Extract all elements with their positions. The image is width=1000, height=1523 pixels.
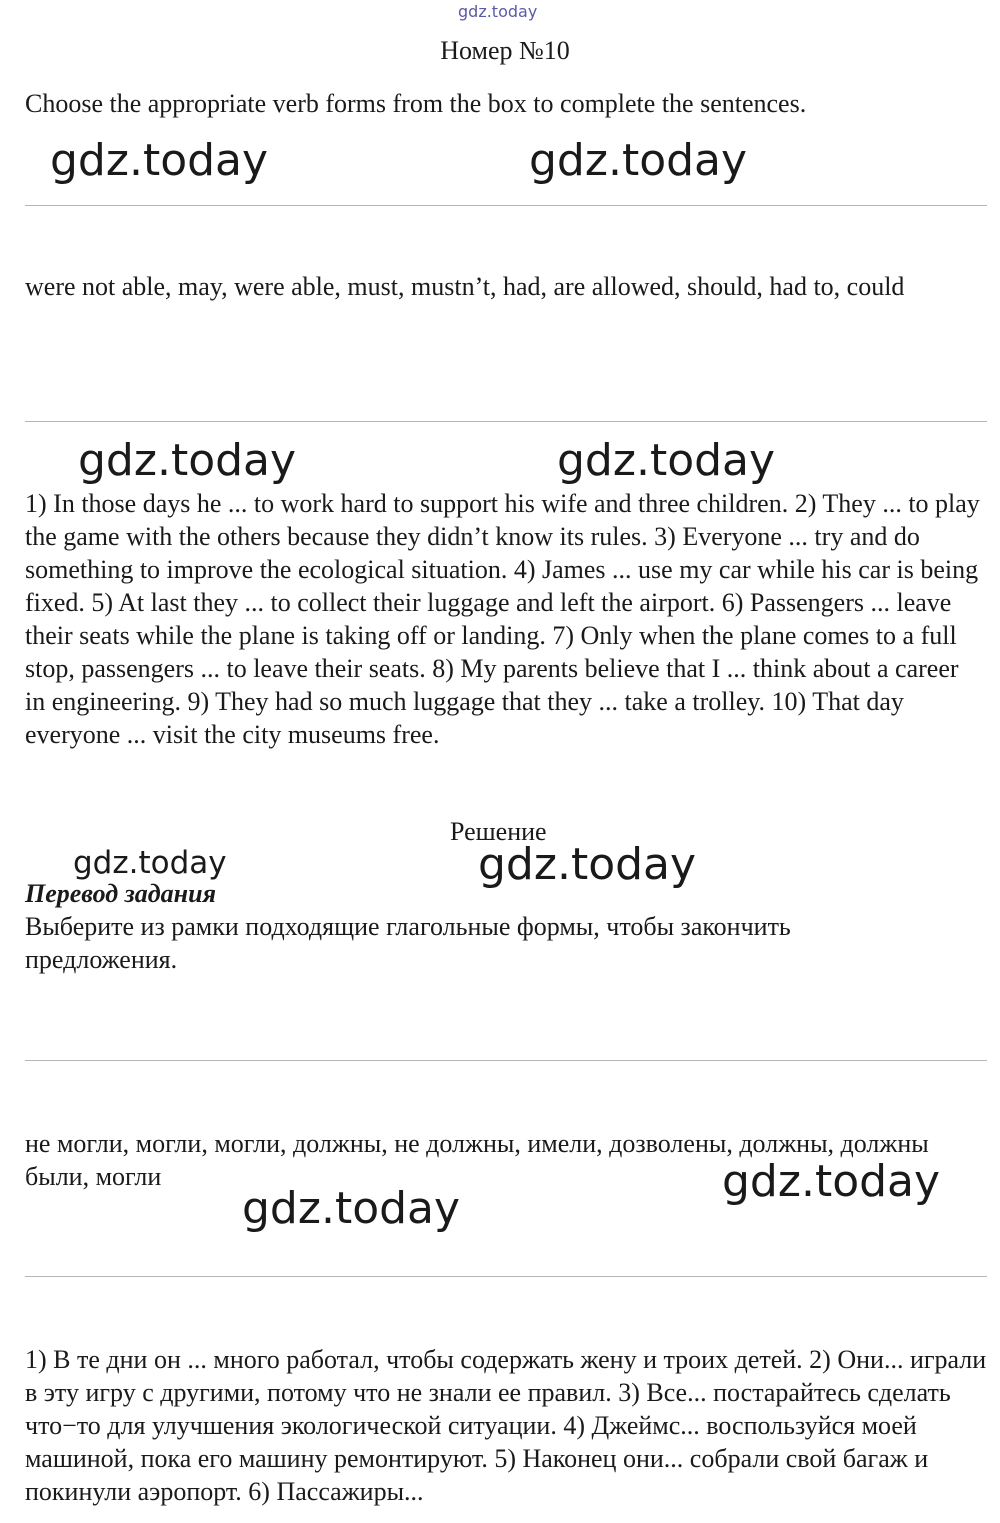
divider [25,1060,987,1061]
watermark: gdz.today [722,1156,941,1207]
watermark: gdz.today [242,1183,461,1234]
watermark: gdz.today [78,435,297,486]
watermark: gdz.today [529,135,748,186]
translation-sentences: 1) В те дни он ... много работал, чтобы содержать жену и троих детей. 2) Они... играли в эту игру с другими, потому что не знали ее правил. 3) Все... постарайтесь сделать что−то для улучшения экологической ситуации. 4) Джеймс... воспользуйся моей машиной, пока его машину ремонтируют. 5) Наконец они... собрали свой багаж и покинули аэропорт. 6) Пассажиры... [25,1345,987,1506]
watermark: gdz.today [557,435,776,486]
divider [25,1276,987,1277]
watermark: gdz.today [478,839,697,890]
site-watermark-top: gdz.today [458,2,538,21]
translation-instruction: Выберите из рамки подходящие глагольные формы, чтобы закончить предложения. [25,912,791,974]
translation-heading: Перевод задания [25,879,216,908]
divider [25,205,987,206]
watermark: gdz.today [73,845,227,881]
watermark: gdz.today [50,135,269,186]
task-title: Номер №10 [440,36,570,65]
divider [25,421,987,422]
translation-word-box: не могли, могли, могли, должны, не должны, имели, дозволены, должны, должны были, могли [25,1129,929,1191]
word-box: were not able, may, were able, must, mustn’t, had, are allowed, should, had to, could [25,272,905,301]
task-instruction: Choose the appropriate verb forms from the box to complete the sentences. [25,89,807,118]
task-sentences: 1) In those days he ... to work hard to support his wife and three children. 2) They ... to play the game with the others because they didn’t know its rules. 3) Everyone ... try and do something to improve the ecological situation. 4) James ... use my car while his car is being fixed. 5) At last they ... to collect their luggage and left the airport. 6) Passengers ... leave their seats while the plane is taking off or landing. 7) Only when the plane comes to a full stop, passengers ... to leave their seats. 8) My parents believe that I ... think about a career in engineering. 9) They had so much luggage that they ... take a trolley. 10) That day everyone ... visit the city museums free. [25,489,980,749]
solution-heading: Решение [450,817,547,846]
